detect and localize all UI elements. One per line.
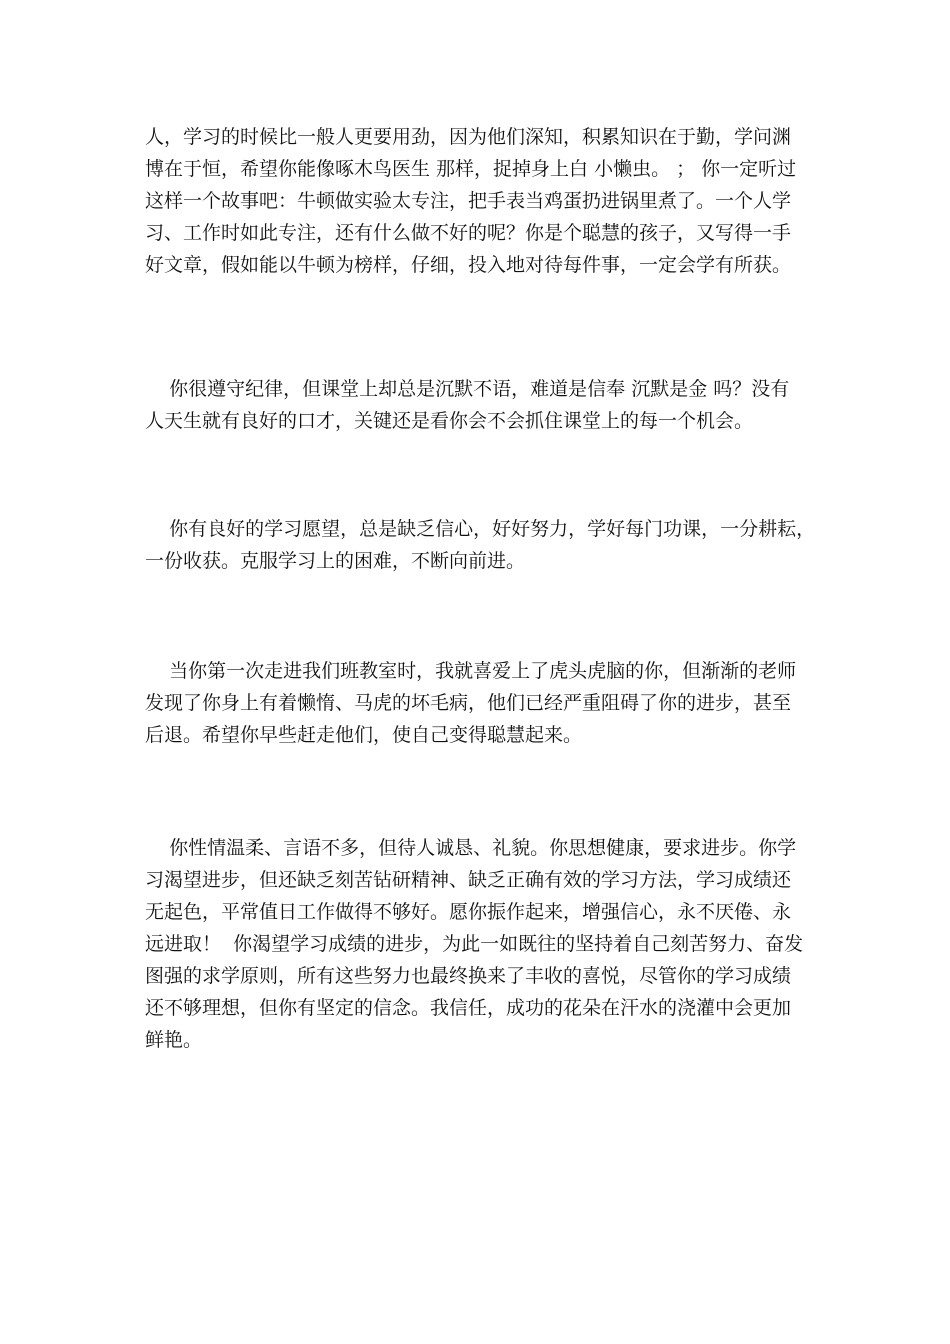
text-line: 当你第一次走进我们班教室时，我就喜爱上了虎头虎脑的你，但渐渐的老师 [145,660,797,682]
text-line: 习、工作时如此专注，还有什么做不好的呢？你是个聪慧的孩子，又写得一手 [145,222,792,244]
paragraph-1 [145,121,796,281]
text-line: 图强的求学原则，所有这些努力也最终换来了丰收的喜悦，尽管你的学习成绩 [145,965,792,987]
text-line: 发现了你身上有着懒惰、马虎的坏毛病，他们已经严重阻碍了你的进步，甚至 [145,692,792,714]
text-line: 好文章，假如能以牛顿为榜样，仔细，投入地对待每件事，一定会学有所获。 [145,254,792,276]
text-line: 远进取！ 你渴望学习成绩的进步，为此一如既往的坚持着自己刻苦努力、奋发 [145,933,804,955]
paragraph-2 [145,373,789,437]
text-line: 你很遵守纪律，但课堂上却总是沉默不语，难道是信奉 沉默是金 吗？没有 [145,378,790,400]
paragraph-4 [145,655,796,751]
text-line: 这样一个故事吧：牛顿做实验太专注，把手表当鸡蛋扔进锅里煮了。一个人学 [145,190,792,212]
text-line: 你性情温柔、言语不多，但待人诚恳、礼貌。你思想健康，要求进步。你学 [145,837,797,859]
paragraph-3 [145,513,815,577]
text-line: 后退。希望你早些赶走他们，使自己变得聪慧起来。 [145,724,583,746]
text-line: 一份收获。克服学习上的困难，不断向前进。 [145,550,526,572]
text-line: 还不够理想，但你有坚定的信念。我信任，成功的花朵在汗水的浇灌中会更加 [145,997,792,1019]
paragraph-5 [145,832,803,1056]
text-line: 人天生就有良好的口才，关键还是看你会不会抓住课堂上的每一个机会。 [145,410,754,432]
text-line: 鲜艳。 [145,1029,203,1051]
text-line: 博在于恒，希望你能像啄木鸟医生 那样，捉掉身上白 小懒虫。 ； 你一定听过 [145,158,797,180]
text-line: 无起色，平常值日工作做得不够好。愿你振作起来，增强信心，永不厌倦、永 [145,901,792,923]
text-line: 人，学习的时候比一般人更要用劲，因为他们深知，积累知识在于勤，学问渊 [145,126,792,148]
text-line: 习渴望进步，但还缺乏刻苦钻研精神、缺乏正确有效的学习方法，学习成绩还 [145,869,792,891]
text-line: 你有良好的学习愿望，总是缺乏信心，好好努力，学好每门功课，一分耕耘， [145,518,816,540]
